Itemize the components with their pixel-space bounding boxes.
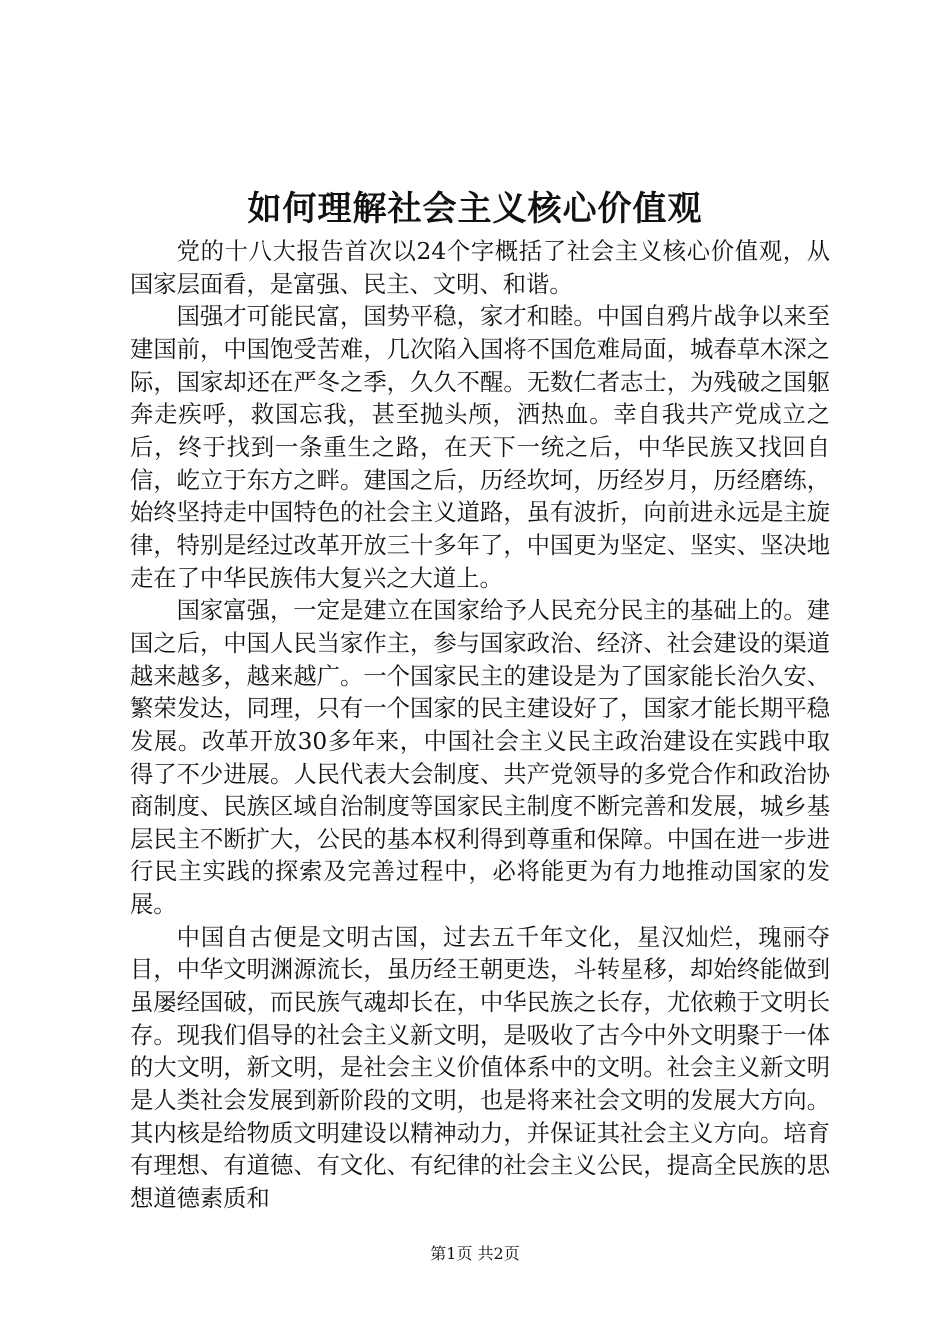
page-number-footer: 第1页 共2页 xyxy=(430,1244,520,1263)
paragraph-1: 党的十八大报告首次以24个字概括了社会主义核心价值观，从国家层面看，是富强、民主、文明、和谐。 xyxy=(130,238,830,298)
paragraph-3: 国家富强，一定是建立在国家给予人民充分民主的基础上的。建国之后，中国人民当家作主，参与国家政治、经济、社会建设的渠道越来越多，越来越广。一个国家民主的建设是为了国家能长治久安、繁荣发达，同理，只有一个国家的民主建设好了，国家才能长期平稳发展。改革开放30多年来，中国社会主义民主政治建设在实践中取得了不少进展。人民代表大会制度、共产党领导的多党合作和政治协商制度、民族区域自治制度等国家民主制度不断完善和发展，城乡基层民主不断扩大，公民的基本权利得到尊重和保障。中国在进一步进行民主实践的探索及完善过程中，必将能更为有力地推动国家的发展。 xyxy=(130,597,830,919)
paragraph-4: 中国自古便是文明古国，过去五千年文化，星汉灿烂，瑰丽夺目，中华文明渊源流长，虽历经王朝更迭，斗转星移，却始终能做到虽屡经国破，而民族气魂却长在，中华民族之长存，尤依赖于文明长存。现我们倡导的社会主义新文明，是吸收了古今中外文明聚于一体的大文明，新文明，是社会主义价值体系中的文明。社会主义新文明是人类社会发展到新阶段的文明，也是将来社会文明的发展大方向。其内核是给物质文明建设以精神动力，并保证其社会主义方向。培育有理想、有道德、有文化、有纪律的社会主义公民，提高全民族的思想道德素质和 xyxy=(130,923,830,1213)
document-title: 如何理解社会主义核心价值观 xyxy=(247,189,703,229)
document-body xyxy=(130,236,830,1216)
paragraph-2: 国强才可能民富，国势平稳，家才和睦。中国自鸦片战争以来至建国前，中国饱受苦难，几次陷入国将不国危难局面，城春草木深之际，国家却还在严冬之季，久久不醒。无数仁者志士，为残破之国躯奔走疾呼，救国忘我，甚至抛头颅，洒热血。幸自我共产党成立之后，终于找到一条重生之路，在天下一统之后，中华民族又找回自信，屹立于东方之畔。建国之后，历经坎坷，历经岁月，历经磨练，始终坚持走中国特色的社会主义道路，虽有波折，向前进永远是主旋律，特别是经过改革开放三十多年了，中国更为坚定、坚实、坚决地走在了中华民族伟大复兴之大道上。 xyxy=(130,303,830,592)
